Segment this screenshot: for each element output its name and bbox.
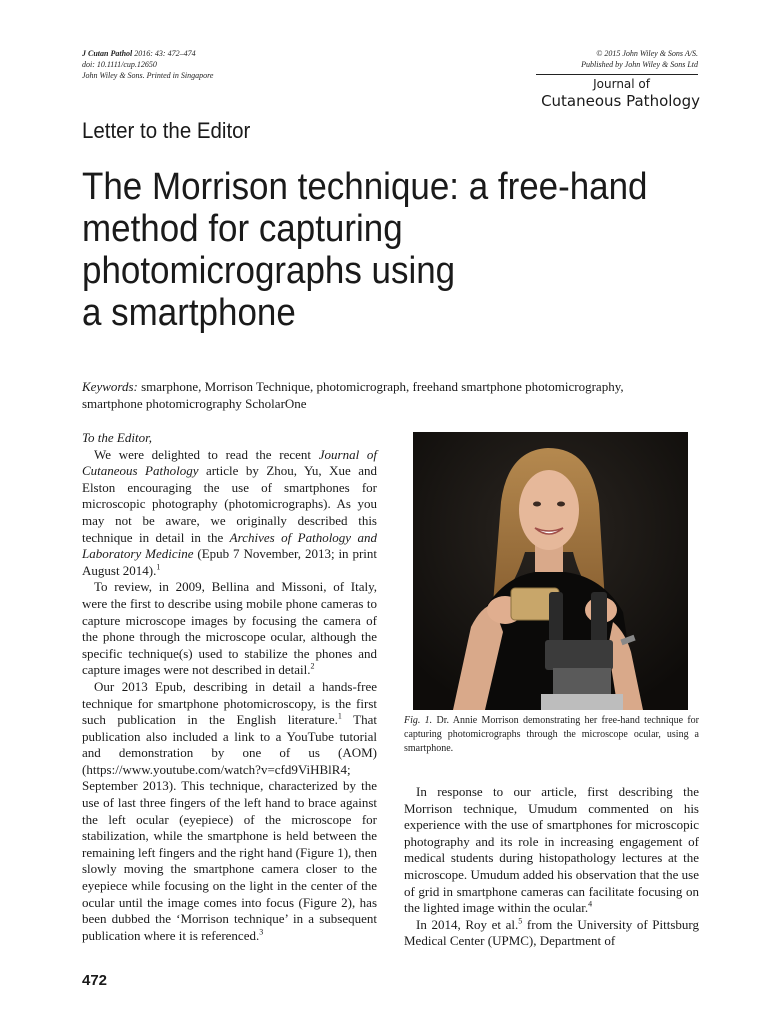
doi-text: doi: 10.1111/cup.12650: [82, 60, 157, 69]
keywords-text: smarphone, Morrison Technique, photomicrograph, freehand smartphone photomicrography, smartphone photomicrography ScholarOne: [82, 379, 624, 411]
title-line: photomicrographs using: [82, 250, 456, 292]
paragraph: In 2014, Roy et al.$^5$ from the University of Pittsburg Medical Center (UPMC), Department of: [404, 916, 699, 949]
citation-block: [82, 48, 342, 81]
reference-marker: 1: [156, 562, 161, 572]
journal-logo: [520, 77, 700, 110]
paragraph: To review, in 2009, Bellina and Missoni, of Italy, were the first to describe using mobile phone cameras to capture microscope images by focusing the camera of the phone through the microscope ocular, although the specific technique(s) used to stabilize the phones and capture images were not described in detail.$^2$: [82, 579, 377, 678]
article-title: [82, 166, 671, 334]
figure-caption: [404, 714, 699, 756]
figure-label: Fig. 1.: [404, 715, 433, 726]
journal-logo-line2: Cutaneous Pathology: [541, 92, 700, 110]
publisher-text: Published by John Wiley & Sons Ltd: [581, 60, 698, 69]
figure-photo: [413, 432, 688, 710]
keywords: [82, 378, 642, 412]
salutation: To the Editor,: [82, 430, 152, 445]
paragraph: In response to our article, first describing the Morrison technique, Umudum commented on his experience with the use of smartphones for microscopic photography and its role in increasing engagement of medical students during histopathology lectures at the microscope. Umudum added his observation that the use of grid in smartphone cameras can facilitate focusing on the lighted image within the ocular.$^4$: [404, 784, 699, 916]
printer-text: John Wiley & Sons. Printed in Singapore: [82, 71, 214, 80]
figure-caption-text: Dr. Annie Morrison demonstrating her free-hand technique for capturing photomicrographs through the microscope ocular, using a smartphone.: [404, 715, 699, 754]
photo-illustration: [413, 432, 688, 710]
journal-logo-line1: Journal of: [593, 77, 650, 91]
title-line: method for capturing: [82, 208, 403, 250]
copyright-text: © 2015 John Wiley & Sons A/S.: [596, 49, 698, 58]
reference-marker: 2: [310, 661, 315, 671]
title-line: The Morrison technique: a free-hand: [82, 166, 648, 208]
reference-marker: 5: [518, 916, 523, 926]
paragraph: Our 2013 Epub, describing in detail a hands-free technique for smartphone photomicroscopy, is the first such publication in the English literature.$^1$ That publication also included a link to a YouTube tutorial and demonstration by one of us (AOM) (https://www.youtube.com/watch?v=cfd9ViHBlR4; September 2013). This technique, characterized by the use of last three fingers of the left hand to brace against the left ocular (eyepiece) of the microscope for stabilization, while the smartphone is held between the remaining left fingers and the right hand (Figure 1), then slowly moving the smartphone camera closer to the eyepiece while focusing on the light in the center of the ocular until the image comes into focus (Figure 2), has been dubbed the ‘Morrison technique’ in a subsequent publication where it is referenced.$^3$: [82, 678, 377, 943]
reference-marker: 4: [588, 899, 593, 909]
right-column: [404, 784, 699, 950]
title-line: a smartphone: [82, 292, 296, 334]
section-label: Letter to the Editor: [82, 118, 251, 143]
paragraph: We were delighted to read the recent Journal of Cutaneous Pathology article by Zhou, Yu, Xue and Elston encouraging the use of smartphones for microscopic photography (photomicrographs). As you may not be aware, we originally described this technique in detail in the Archives of Pathology and Laboratory Medicine (Epub 7 November, 2013; in print August 2014).$^1$: [82, 446, 378, 578]
reference-marker: 1: [337, 711, 342, 721]
citation-volume: 2016: 43: 472–474: [132, 49, 196, 58]
page-number: 472: [82, 972, 108, 989]
reference-marker: 3: [259, 927, 264, 937]
left-column: [82, 430, 377, 944]
header-divider: [536, 74, 698, 75]
keywords-label: Keywords:: [82, 379, 138, 394]
citation-journal: J Cutan Pathol: [82, 49, 133, 58]
copyright-block: [500, 48, 698, 70]
